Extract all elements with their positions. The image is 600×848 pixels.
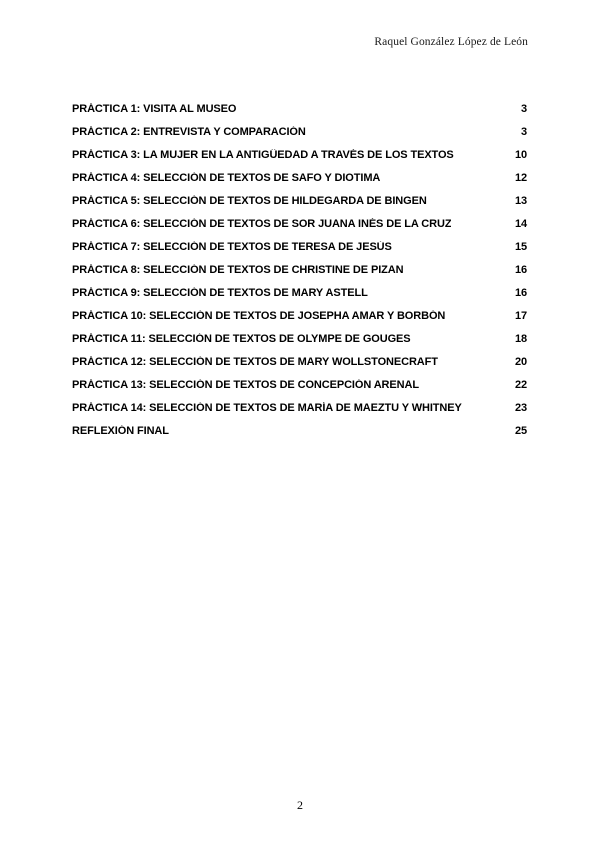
toc-entry-page: 16 [514, 287, 527, 299]
toc-entry-title: PRÁCTICA 2: ENTREVISTA Y COMPARACIÓN [72, 126, 306, 138]
toc-entry-page: 13 [514, 195, 527, 207]
toc-entry-title: PRÁCTICA 4: SELECCIÓN DE TEXTOS DE SAFO Y DIOTIMA [72, 172, 381, 184]
toc-entry-page: 3 [520, 103, 527, 115]
toc-entry-title: PRÁCTICA 13: SELECCIÓN DE TEXTOS DE CONCEPCIÓN ARENAL [72, 379, 419, 391]
toc-entry[interactable] [72, 310, 527, 333]
running-header-author: Raquel González López de León [374, 36, 528, 48]
toc-entry-title: PRÁCTICA 8: SELECCIÓN DE TEXTOS DE CHRISTINE DE PIZAN [72, 264, 404, 276]
toc-entry-page: 16 [514, 264, 527, 276]
toc-entry[interactable] [72, 195, 527, 218]
toc-entry[interactable] [72, 264, 527, 287]
toc-entry[interactable] [72, 149, 527, 172]
toc-entry[interactable] [72, 126, 527, 149]
toc-entry-page: 20 [514, 356, 527, 368]
toc-entry-title: PRÁCTICA 7: SELECCIÓN DE TEXTOS DE TERESA DE JESÚS [72, 241, 392, 253]
toc-entry-title: PRÁCTICA 1: VISITA AL MUSEO [72, 103, 237, 115]
toc-entry-title: PRÁCTICA 9: SELECCIÓN DE TEXTOS DE MARY ASTELL [72, 287, 368, 299]
toc-entry[interactable] [72, 425, 527, 448]
toc-entry[interactable] [72, 356, 527, 379]
table-of-contents [72, 103, 527, 448]
toc-entry[interactable] [72, 103, 527, 126]
toc-entry[interactable] [72, 287, 527, 310]
toc-entry-page: 22 [514, 379, 527, 391]
page-number: 2 [297, 798, 303, 812]
toc-entry-title: PRÁCTICA 5: SELECCIÓN DE TEXTOS DE HILDEGARDA DE BINGEN [72, 195, 427, 207]
toc-entry[interactable] [72, 241, 527, 264]
toc-entry-page: 10 [514, 149, 527, 161]
toc-entry-title: PRÁCTICA 11: SELECCIÓN DE TEXTOS DE OLYMPE DE GOUGES [72, 333, 411, 345]
toc-entry-page: 17 [514, 310, 527, 322]
toc-entry-title: PRÁCTICA 10: SELECCIÓN DE TEXTOS DE JOSEPHA AMAR Y BORBÓN [72, 310, 446, 322]
toc-entry[interactable] [72, 218, 527, 241]
toc-entry[interactable] [72, 333, 527, 356]
toc-entry-page: 12 [514, 172, 527, 184]
toc-entry-title: PRÁCTICA 6: SELECCIÓN DE TEXTOS DE SOR JUANA INÉS DE LA CRUZ [72, 218, 452, 230]
toc-entry-page: 14 [514, 218, 527, 230]
toc-entry[interactable] [72, 172, 527, 195]
toc-entry-page: 18 [514, 333, 527, 345]
toc-entry-page: 15 [514, 241, 527, 253]
toc-entry-page: 3 [520, 126, 527, 138]
toc-entry-title: REFLEXIÓN FINAL [72, 425, 169, 437]
toc-entry[interactable] [72, 379, 527, 402]
toc-entry-title: PRÁCTICA 14: SELECCIÓN DE TEXTOS DE MARÍA DE MAEZTU Y WHITNEY [72, 402, 462, 414]
toc-entry-title: PRÁCTICA 12: SELECCIÓN DE TEXTOS DE MARY WOLLSTONECRAFT [72, 356, 438, 368]
toc-entry[interactable] [72, 402, 527, 425]
toc-entry-page: 25 [514, 425, 527, 437]
toc-entry-page: 23 [514, 402, 527, 414]
toc-entry-title: PRÁCTICA 3: LA MUJER EN LA ANTIGÜEDAD A TRAVÉS DE LOS TEXTOS [72, 149, 454, 161]
